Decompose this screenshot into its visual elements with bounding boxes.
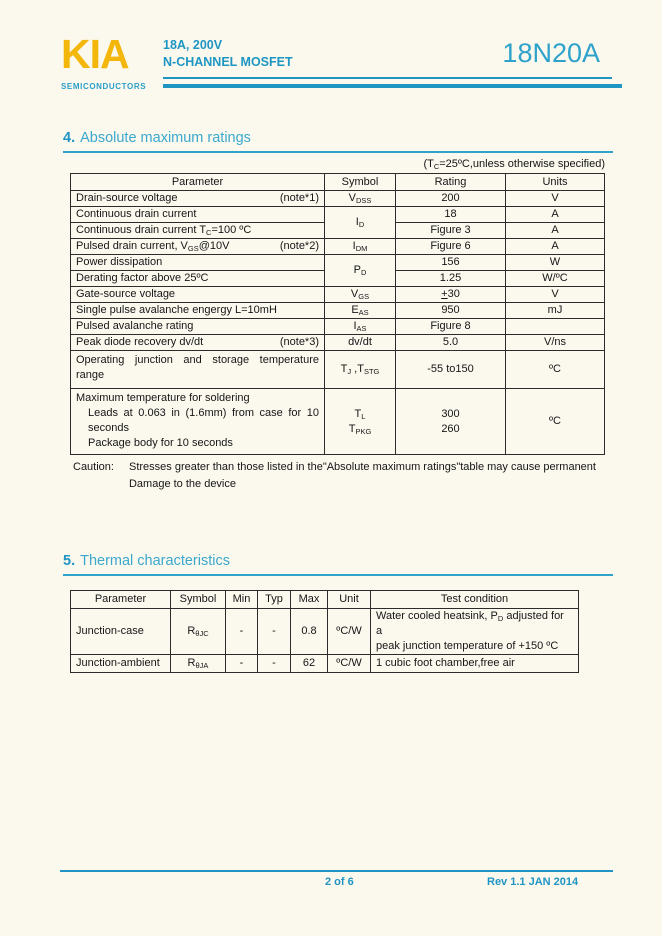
cell-rating: Figure 8 xyxy=(396,319,506,335)
note-ref: (note*3) xyxy=(279,336,319,348)
revision-label: Rev 1.1 JAN 2014 xyxy=(487,876,579,888)
cell-units xyxy=(506,319,605,335)
cell-symbol: $P_D$ xyxy=(325,255,396,287)
cell-rating: -55 to150 xyxy=(396,351,506,389)
section-number: 5. xyxy=(63,553,76,569)
table-header-row xyxy=(71,174,605,191)
cell-symbol: $R_{\theta JC}$ xyxy=(171,609,226,655)
cell-unit: ºC/W xyxy=(328,609,371,655)
cell-parameter: Continuous drain current $T_C=100$ ºC xyxy=(71,223,325,239)
col-header-test-condition: Test condition xyxy=(371,591,579,609)
section-title-thermal xyxy=(63,553,230,569)
cell-typ: - xyxy=(258,609,291,655)
table-row xyxy=(71,655,579,673)
section-title-abs-max xyxy=(63,130,251,146)
section-rule xyxy=(63,151,613,153)
cell-symbol: $R_{\theta JA}$ xyxy=(171,655,226,673)
table-header-row xyxy=(71,591,579,609)
device-summary xyxy=(163,37,293,71)
cell-test-condition: Water cooled heatsink, $P_D$ adjusted for a peak junction temperature of +150 ºC xyxy=(371,609,579,655)
cell-parameter: Drain-source voltage (note*1) xyxy=(71,191,325,207)
test-condition-note: ($T_C=25ºC,unless$ otherwise specified) xyxy=(423,158,605,171)
cell-min: - xyxy=(226,655,258,673)
cell-units: W xyxy=(506,255,605,271)
cell-parameter: Gate-source voltage xyxy=(71,287,325,303)
table-row xyxy=(71,303,605,319)
header-rule-thin xyxy=(163,77,612,79)
table-row xyxy=(71,191,605,207)
cell-symbol: $V_{DSS}$ xyxy=(325,191,396,207)
cell-rating: +30 xyxy=(396,287,506,303)
cell-symbol: $I_D$ xyxy=(325,207,396,239)
cell-symbol: $V_{GS}$ xyxy=(325,287,396,303)
cell-symbol: $E_{AS}$ xyxy=(325,303,396,319)
table-row xyxy=(71,335,605,351)
cell-symbol: $T_L$ $T_{PKG}$ xyxy=(325,389,396,455)
table-row xyxy=(71,239,605,255)
cell-units: V xyxy=(506,287,605,303)
section-label: Thermal characteristics xyxy=(80,553,230,569)
cell-max: 62 xyxy=(291,655,328,673)
col-header-symbol: Symbol xyxy=(325,174,396,191)
cell-units: ºC xyxy=(506,351,605,389)
device-type-line: N-CHANNEL MOSFET xyxy=(163,55,293,69)
table-row xyxy=(71,255,605,271)
footer-rule xyxy=(60,870,613,872)
cell-min: - xyxy=(226,609,258,655)
header-rule-thick xyxy=(163,84,622,88)
table-row xyxy=(71,389,605,455)
table-row xyxy=(71,207,605,223)
section-label: Absolute maximum ratings xyxy=(80,130,251,146)
col-header-unit: Unit xyxy=(328,591,371,609)
cell-test-condition: 1 cubic foot chamber,free air xyxy=(371,655,579,673)
col-header-symbol: Symbol xyxy=(171,591,226,609)
caution-label: Caution: xyxy=(73,461,114,473)
note-ref: (note*2) xyxy=(279,240,319,252)
note-ref: (note*1) xyxy=(279,192,319,204)
cell-rating: 200 xyxy=(396,191,506,207)
cell-symbol: $I_{DM}$ xyxy=(325,239,396,255)
cell-parameter: Junction-case xyxy=(71,609,171,655)
cell-units: V xyxy=(506,191,605,207)
cell-rating: 18 xyxy=(396,207,506,223)
part-number: 18N20A xyxy=(502,38,600,68)
cell-rating: 950 xyxy=(396,303,506,319)
abs-max-ratings-table xyxy=(70,173,605,455)
cell-rating: Figure 6 xyxy=(396,239,506,255)
device-rating-line: 18A, 200V xyxy=(163,38,223,52)
cell-rating: 5.0 xyxy=(396,335,506,351)
col-header-max: Max xyxy=(291,591,328,609)
cell-parameter: Maximum temperature for soldering Leads at 0.063 in (1.6mm) from case for 10 seconds Package body for 10 seconds xyxy=(71,389,325,455)
cell-units: V/ns xyxy=(506,335,605,351)
caution-text: Stresses greater than those listed in the"Absolute maximum ratings"table may cause permanent Damage to the device xyxy=(128,461,596,490)
table-row xyxy=(71,609,579,655)
section-number: 4. xyxy=(63,130,76,146)
cell-parameter: Power dissipation xyxy=(71,255,325,271)
cell-parameter: Pulsed avalanche rating xyxy=(71,319,325,335)
cell-unit: ºC/W xyxy=(328,655,371,673)
cell-parameter: Continuous drain current xyxy=(71,207,325,223)
table-row xyxy=(71,319,605,335)
brand-tagline: SEMICONDUCTORS xyxy=(61,82,147,91)
cell-typ: - xyxy=(258,655,291,673)
cell-rating: 300 260 xyxy=(396,389,506,455)
cell-units: mJ xyxy=(506,303,605,319)
cell-units: ºC xyxy=(506,389,605,455)
cell-symbol: $T_J$ $,T_{STG}$ xyxy=(325,351,396,389)
col-header-min: Min xyxy=(226,591,258,609)
page-number: 2 of 6 xyxy=(325,876,354,888)
cell-symbol: $I_{AS}$ xyxy=(325,319,396,335)
cell-parameter: Pulsed drain current, $V_{GS}@10V$ (note*2) xyxy=(71,239,325,255)
col-header-parameter: Parameter xyxy=(71,591,171,609)
cell-rating: Figure 3 xyxy=(396,223,506,239)
cell-parameter: Junction-ambient xyxy=(71,655,171,673)
cell-parameter: Single pulse avalanche engergy L=10mH xyxy=(71,303,325,319)
col-header-parameter: Parameter xyxy=(71,174,325,191)
cell-max: 0.8 xyxy=(291,609,328,655)
cell-units: A xyxy=(506,207,605,223)
thermal-characteristics-table xyxy=(70,590,579,673)
cell-parameter: Derating factor above 25ºC xyxy=(71,271,325,287)
cell-units: A xyxy=(506,223,605,239)
table-row xyxy=(71,351,605,389)
cell-symbol: dv/dt xyxy=(325,335,396,351)
col-header-units: Units xyxy=(506,174,605,191)
cell-rating: 156 xyxy=(396,255,506,271)
col-header-rating: Rating xyxy=(396,174,506,191)
cell-parameter: Peak diode recovery dv/dt (note*3) xyxy=(71,335,325,351)
caution-note xyxy=(73,459,596,493)
table-row xyxy=(71,287,605,303)
cell-units: A xyxy=(506,239,605,255)
col-header-typ: Typ xyxy=(258,591,291,609)
section-rule xyxy=(63,574,613,576)
cell-parameter: Operating junction and storage temperature range xyxy=(71,351,325,389)
brand-logo: KIA xyxy=(61,31,129,77)
cell-rating: 1.25 xyxy=(396,271,506,287)
cell-units: W/ºC xyxy=(506,271,605,287)
